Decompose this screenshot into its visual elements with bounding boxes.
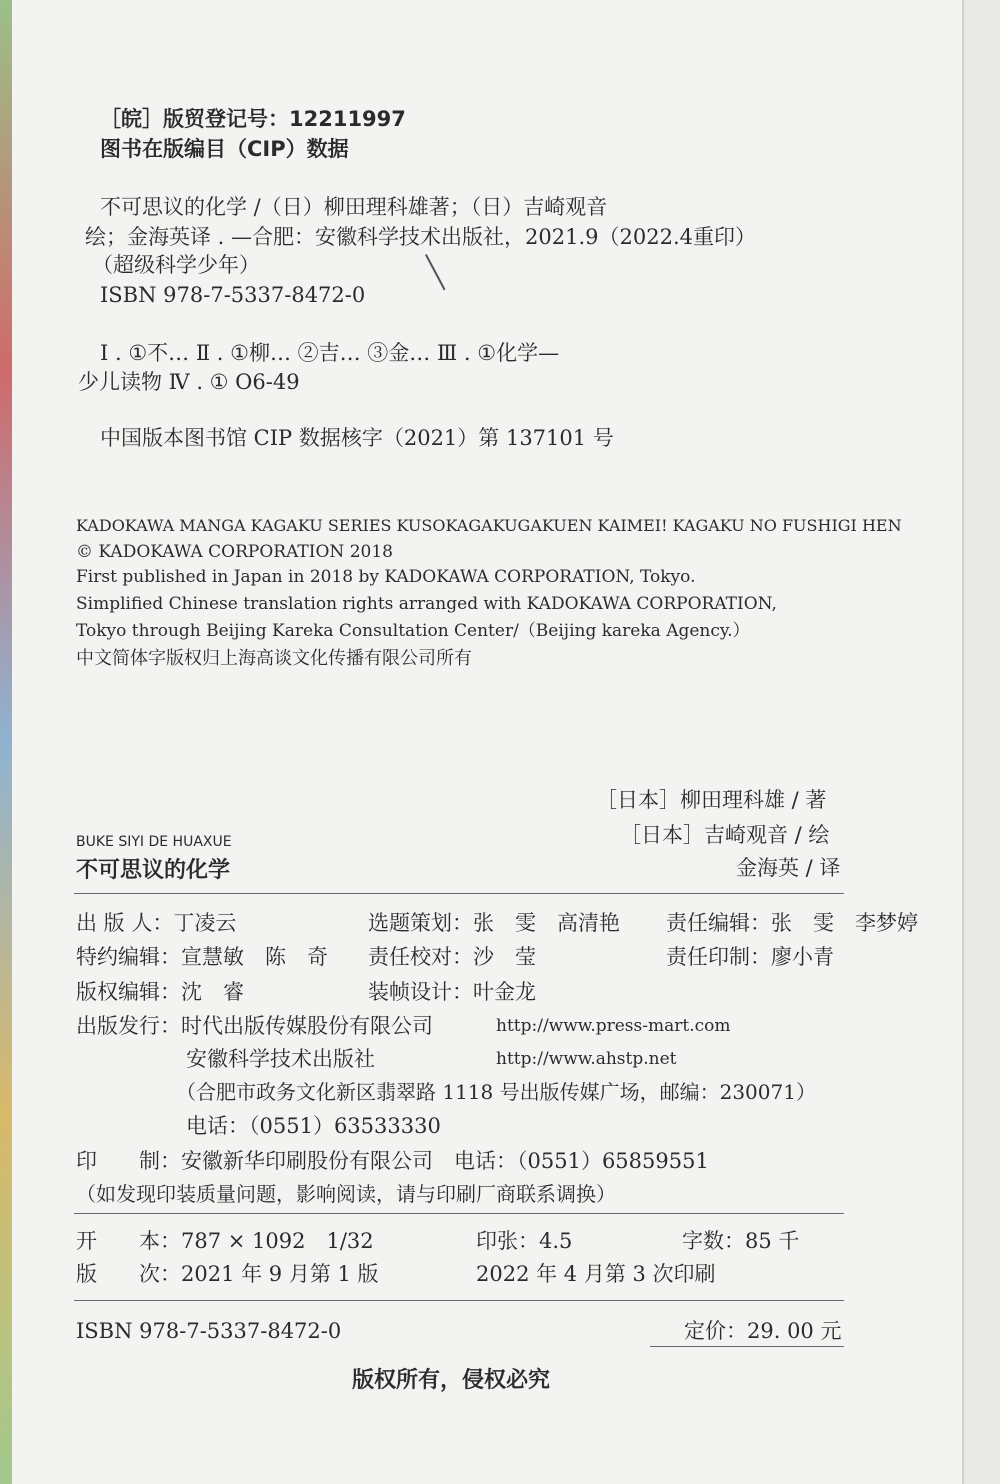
press-phone: 电话：（0551）63533330: [186, 1114, 441, 1138]
cip-title: 图书在版编目（CIP）数据: [100, 137, 349, 161]
divider: [74, 893, 844, 894]
chinese-rights: 中文简体字版权归上海高谈文化传播有限公司所有: [76, 648, 472, 669]
illustrator: ［日本］吉崎观音 / 绘: [620, 823, 830, 847]
translation-rights: Simplified Chinese translation rights arranged with KADOKAWA CORPORATION,: [76, 594, 777, 614]
cip-series: （超级科学少年）: [92, 253, 260, 277]
cip-classification-2: 少儿读物 Ⅳ . ① O6-49: [78, 370, 300, 394]
copyright-editor: 版权编辑：沈 睿: [76, 980, 244, 1004]
translator: 金海英 / 译: [736, 856, 841, 880]
footer-isbn: ISBN 978-7-5337-8472-0: [76, 1319, 342, 1343]
author: ［日本］柳田理科雄 / 著: [596, 788, 827, 812]
responsible-editor: 责任编辑：张 雯 李梦婷: [666, 911, 918, 935]
book-format: 开 本：787 × 1092 1/32: [76, 1229, 374, 1253]
publisher: 出 版 人：丁凌云: [76, 911, 237, 935]
cip-core-number: 中国版本图书馆 CIP 数据核字（2021）第 137101 号: [100, 426, 614, 450]
cip-line-2: 绘；金海英译 . —合肥：安徽科学技术出版社，2021.9（2022.4重印）: [85, 225, 756, 249]
book-title: 不可思议的化学: [76, 858, 231, 883]
designer: 装帧设计：叶金龙: [368, 980, 536, 1004]
special-editor: 特约编辑：宣慧敏 陈 奇: [76, 945, 328, 969]
planner: 选题策划：张 雯 高清艳: [368, 911, 620, 935]
cip-line-1: 不可思议的化学 /（日）柳田理科雄著；（日）吉崎观音: [100, 195, 608, 219]
page-edge-decoration: [0, 0, 12, 1484]
divider: [74, 1300, 844, 1301]
print-supervisor: 责任印制：廖小青: [666, 945, 834, 969]
distributor: 出版发行：时代出版传媒股份有限公司: [76, 1014, 433, 1038]
copyright-notice: © KADOKAWA CORPORATION 2018: [76, 542, 393, 562]
quality-notice: （如发现印装质量问题，影响阅读，请与印刷厂商联系调换）: [76, 1182, 616, 1206]
print-sheets: 印张：4.5: [476, 1229, 573, 1253]
copyright-reserved: 版权所有，侵权必究: [352, 1368, 551, 1393]
edition: 版 次：2021 年 9 月第 1 版: [76, 1262, 379, 1286]
original-title: KADOKAWA MANGA KAGAKU SERIES KUSOKAGAKUGAKUEN KAIMEI! KAGAKU NO FUSHIGI HEN: [76, 516, 902, 535]
press-url: http://www.ahstp.net: [496, 1049, 677, 1069]
first-published: First published in Japan in 2018 by KADOKAWA CORPORATION, Tokyo.: [76, 567, 696, 587]
printing: 2022 年 4 月第 3 次印刷: [476, 1262, 716, 1286]
printer: 印 制：安徽新华印刷股份有限公司 电话：（0551）65859551: [76, 1149, 709, 1173]
cip-isbn: ISBN 978-7-5337-8472-0: [100, 283, 366, 307]
proofreader: 责任校对：沙 莹: [368, 945, 536, 969]
translation-agency: Tokyo through Beijing Kareka Consultation Center/（Beijing kareka Agency.）: [76, 621, 750, 641]
address: （合肥市政务文化新区翡翠路 1118 号出版传媒广场，邮编：230071）: [176, 1080, 816, 1104]
word-count: 字数：85 千: [682, 1229, 800, 1253]
price-underline: [650, 1346, 844, 1347]
title-pinyin: BUKE SIYI DE HUAXUE: [76, 834, 232, 850]
divider: [74, 1213, 844, 1214]
page-binding-strip: [962, 0, 1000, 1484]
distributor-url: http://www.press-mart.com: [496, 1016, 731, 1036]
price: 定价：29. 00 元: [684, 1319, 842, 1343]
registration-number: ［皖］版贸登记号：12211997: [100, 107, 406, 131]
publisher-press: 安徽科学技术出版社: [186, 1047, 375, 1071]
cip-classification-1: Ⅰ . ①不… Ⅱ . ①柳… ②吉… ③金… Ⅲ . ①化学—: [100, 341, 560, 365]
